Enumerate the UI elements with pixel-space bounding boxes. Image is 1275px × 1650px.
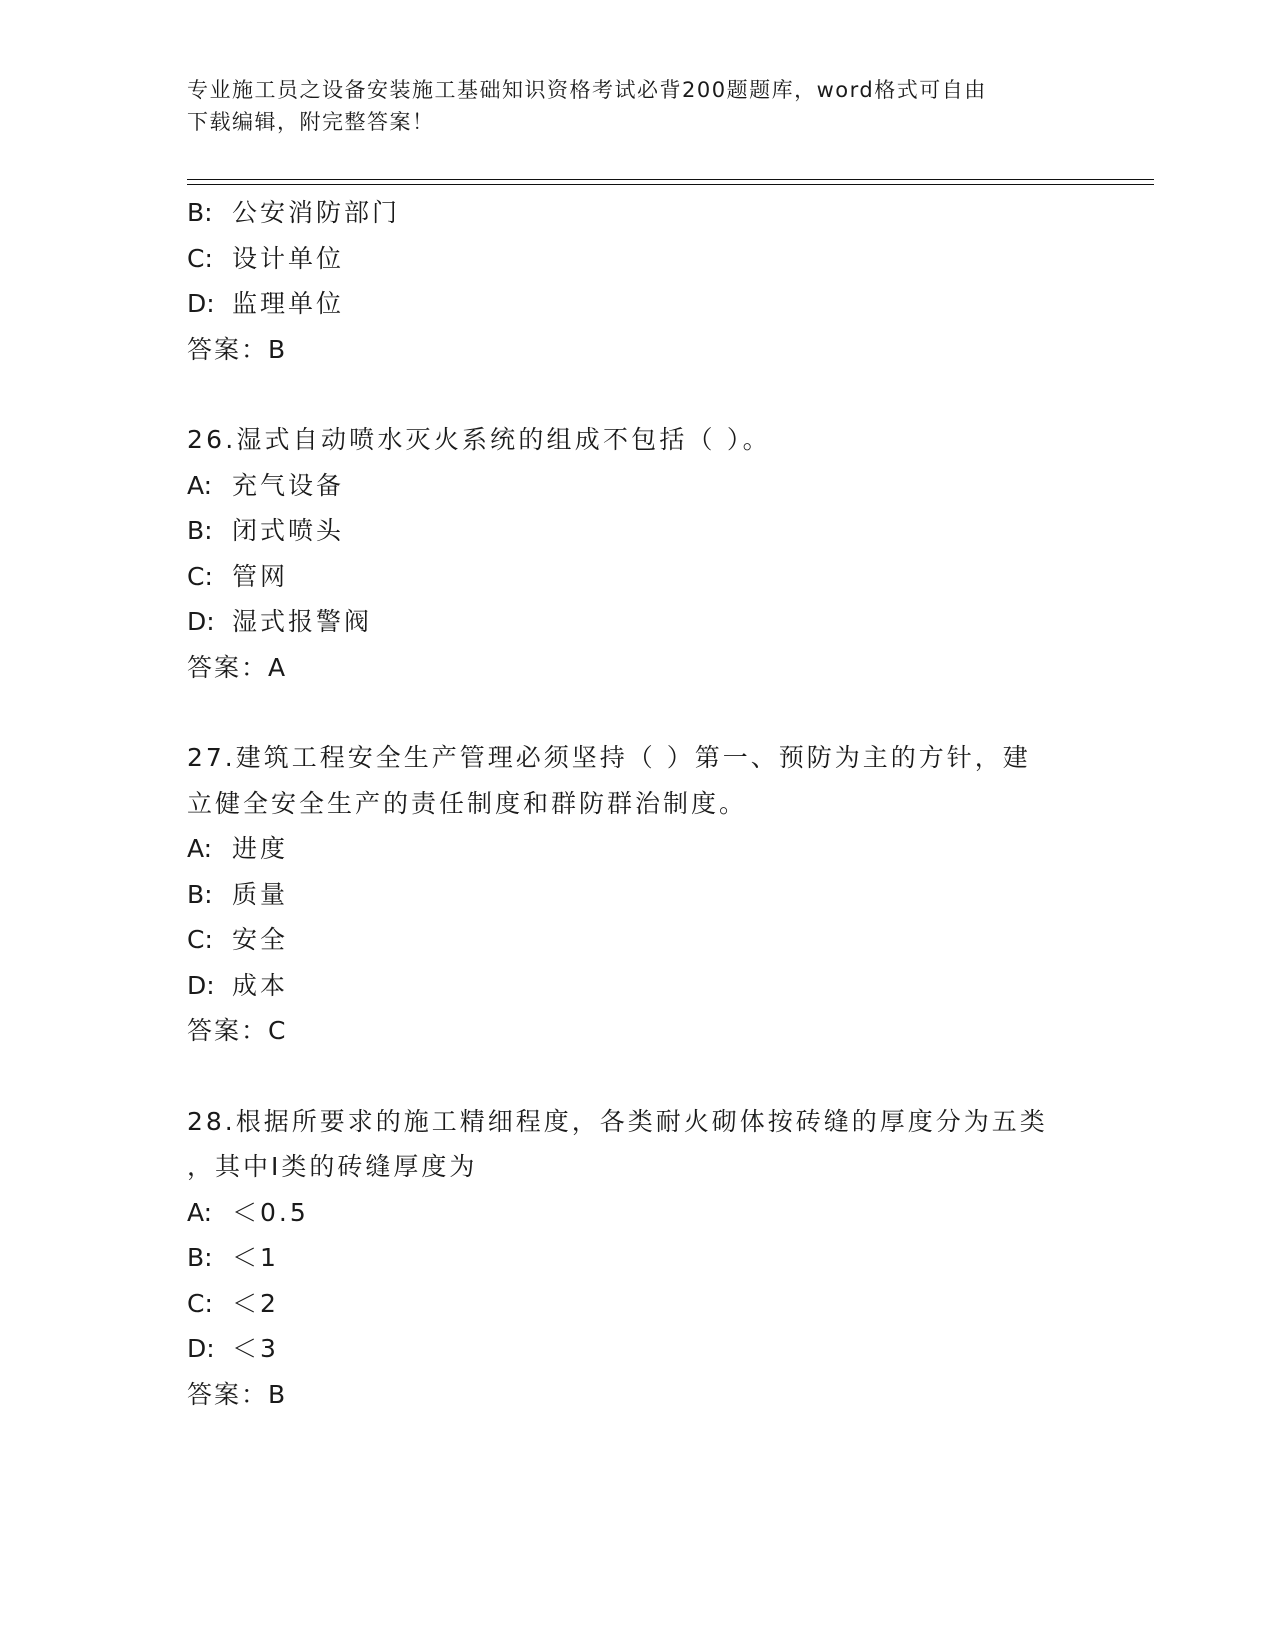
spacer: [187, 372, 1087, 417]
option-letter: D:: [187, 1334, 215, 1363]
answer-value: C: [268, 1016, 287, 1045]
option-text: ＜3: [232, 1334, 279, 1363]
header-line-1: 专业施工员之设备安装施工基础知识资格考试必背200题题库，word格式可自由: [187, 78, 987, 102]
spacer: [187, 1054, 1087, 1099]
answer-line: [187, 1372, 1087, 1418]
option-c: [187, 917, 1087, 963]
option-text: 管网: [232, 561, 289, 591]
option-text: ＜1: [232, 1243, 279, 1272]
option-text: 安全: [232, 925, 289, 954]
option-text: ＜0.5: [232, 1197, 309, 1227]
option-letter: A:: [187, 834, 213, 863]
answer-value: A: [268, 652, 287, 682]
answer-value: B: [268, 334, 287, 364]
option-letter: B:: [187, 516, 213, 545]
answer-label: 答案：: [187, 1016, 269, 1045]
option-text: 成本: [232, 970, 289, 1000]
option-letter: B:: [187, 879, 213, 909]
option-d: [187, 1326, 1087, 1372]
option-letter: D:: [187, 289, 215, 318]
option-text: ＜2: [232, 1288, 279, 1318]
option-letter: B:: [187, 1243, 213, 1272]
spacer: [187, 690, 1087, 735]
option-text: 进度: [232, 834, 289, 863]
question-text: 26.湿式自动喷水灭火系统的组成不包括（ ）。: [187, 425, 771, 454]
option-c: [187, 236, 1087, 282]
option-c: [187, 554, 1087, 600]
question-25-continued: [187, 190, 1087, 372]
option-b: [187, 508, 1087, 554]
option-text: 充气设备: [232, 470, 345, 500]
option-letter: B:: [187, 198, 213, 227]
question-text-line-2: 立健全安全生产的责任制度和群防群治制度。: [187, 788, 748, 818]
option-letter: C:: [187, 925, 213, 954]
question-26: [187, 417, 1087, 690]
option-letter: C:: [187, 243, 213, 273]
option-b: [187, 872, 1087, 918]
answer-line: [187, 1008, 1087, 1054]
option-d: [187, 599, 1087, 645]
document-header: [187, 74, 1067, 138]
option-text: 公安消防部门: [232, 198, 401, 227]
answer-line: [187, 645, 1087, 691]
answer-value: B: [268, 1379, 287, 1409]
header-line-2: 下载编辑，附完整答案！: [187, 110, 435, 134]
option-text: 设计单位: [232, 243, 345, 273]
option-text: 监理单位: [232, 289, 345, 318]
option-c: [187, 1281, 1087, 1327]
answer-label: 答案：: [187, 652, 269, 682]
question-text-line-1: 28.根据所要求的施工精细程度，各类耐火砌体按砖缝的厚度分为五类: [187, 1106, 1048, 1136]
option-letter: C:: [187, 1288, 213, 1318]
option-letter: A:: [187, 1197, 213, 1227]
question-27: [187, 735, 1087, 1054]
option-b: [187, 1235, 1087, 1281]
option-d: [187, 963, 1087, 1009]
header-divider-top: [187, 179, 1154, 180]
option-letter: C:: [187, 561, 213, 591]
question-list: [187, 190, 1087, 1417]
option-b: [187, 190, 1087, 236]
option-letter: D:: [187, 607, 215, 636]
option-d: [187, 281, 1087, 327]
question-28: [187, 1099, 1087, 1418]
answer-line: [187, 327, 1087, 373]
question-text-line-1: 27.建筑工程安全生产管理必须坚持（ ）第一、预防为主的方针，建: [187, 743, 1031, 772]
option-text: 闭式喷头: [232, 516, 345, 545]
option-text: 质量: [232, 879, 289, 909]
option-a: [187, 463, 1087, 509]
header-divider-bottom: [187, 184, 1154, 185]
option-letter: D:: [187, 970, 215, 1000]
question-text-line-2: ，其中Ⅰ类的砖缝厚度为: [187, 1152, 478, 1181]
option-text: 湿式报警阀: [232, 607, 373, 636]
option-a: [187, 826, 1087, 872]
option-letter: A:: [187, 470, 213, 500]
answer-label: 答案：: [187, 1379, 269, 1409]
option-a: [187, 1190, 1087, 1236]
answer-label: 答案：: [187, 334, 269, 364]
